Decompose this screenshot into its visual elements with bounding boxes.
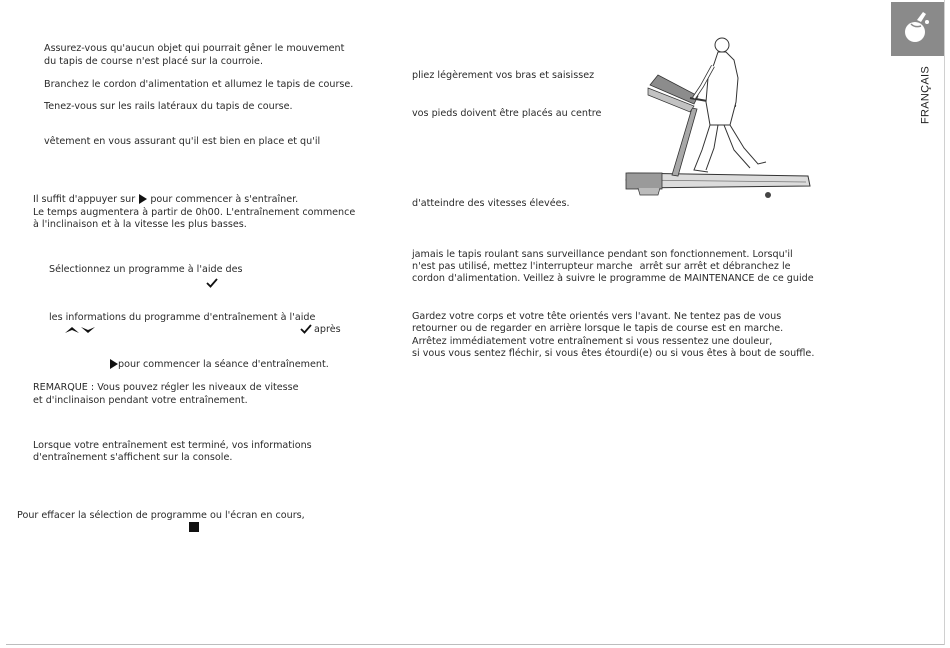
up-down-arrows-icon (64, 325, 96, 334)
safety-line-4: jamais le tapis roulant sans surveillance pendant son fonctionnement. Lorsqu'il (412, 249, 793, 260)
quick-start-line-3: à l'inclinaison et à la vitesse les plus basses. (33, 219, 247, 230)
program-line-3: après (314, 324, 341, 335)
warning-line-2: retourner ou de regarder en arrière lorsque le tapis de course est en marche. (412, 323, 784, 334)
safety-line-6: cordon d'alimentation. Veillez à suivre le programme de MAINTENANCE de ce guide (412, 273, 814, 284)
quick-start-line-2: Le temps augmentera à partir de 0h00. L'entraînement commence (33, 207, 356, 218)
program-line-1: Sélectionnez un programme à l'aide des (49, 264, 243, 275)
safety-line-5 (412, 261, 791, 274)
setup-line-2: du tapis de course n'est placé sur la courroie. (44, 56, 264, 67)
checkmark-icon (300, 324, 312, 334)
warning-line-4: si vous vous sentez fléchir, si vous êtes étourdi(e) ou si vous êtes à bout de souffle. (412, 348, 815, 359)
program-line-2: les informations du programme d'entraînement à l'aide (49, 312, 316, 323)
page-edge-divider (944, 0, 945, 645)
play-icon (109, 359, 118, 369)
safety-line-3: d'atteindre des vitesses élevées. (412, 198, 570, 209)
safety-line-2: vos pieds doivent être placés au centre (412, 108, 602, 119)
safety-line-1: pliez légèrement vos bras et saisissez (412, 70, 595, 81)
clear-line-1: Pour effacer la sélection de programme ou l'écran en cours, (17, 510, 305, 521)
quick-start-text-b: pour commencer à s'entraîner. (150, 194, 299, 205)
warning-line-3: Arrêtez immédiatement votre entraînement si vous ressentez une douleur, (412, 336, 773, 347)
stop-icon (189, 522, 199, 532)
warning-line-1: Gardez votre corps et votre tête orientés vers l'avant. Ne tentez pas de vous (412, 311, 782, 322)
language-label-container (916, 64, 936, 126)
end-line-1: Lorsque votre entraînement est terminé, vos informations (33, 440, 312, 451)
checkmark-icon (206, 278, 218, 288)
program-start-text: pour commencer la séance d'entraînement. (118, 359, 329, 370)
language-tab (891, 2, 945, 56)
note-line-1: REMARQUE : Vous pouvez régler les niveaux de vitesse (33, 382, 299, 393)
play-icon (138, 194, 147, 204)
setup-line-1: Assurez-vous qu'aucun objet qui pourrait gêner le mouvement (44, 43, 345, 54)
page-bottom-divider (6, 644, 944, 645)
setup-line-5: vêtement en vous assurant qu'il est bien en place et qu'il (44, 136, 321, 147)
treadmill-user-illustration (618, 30, 818, 205)
hand-pointer-icon (891, 2, 945, 56)
setup-line-4: Tenez-vous sur les rails latéraux du tapis de course. (44, 101, 293, 112)
quick-start-line-1 (33, 194, 298, 207)
safety-line-5a: n'est pas utilisé, mettez l'interrupteur marche (412, 261, 633, 272)
safety-line-5b: arrêt sur arrêt et débranchez le (639, 261, 791, 272)
note-line-2: et d'inclinaison pendant votre entraînement. (33, 395, 248, 406)
end-line-2: d'entraînement s'affichent sur la console. (33, 452, 233, 463)
quick-start-text-a: Il suffit d'appuyer sur (33, 194, 136, 205)
setup-line-3: Branchez le cordon d'alimentation et allumez le tapis de course. (44, 79, 354, 90)
language-label: FRANÇAIS (919, 65, 932, 125)
program-line-4 (109, 359, 329, 372)
